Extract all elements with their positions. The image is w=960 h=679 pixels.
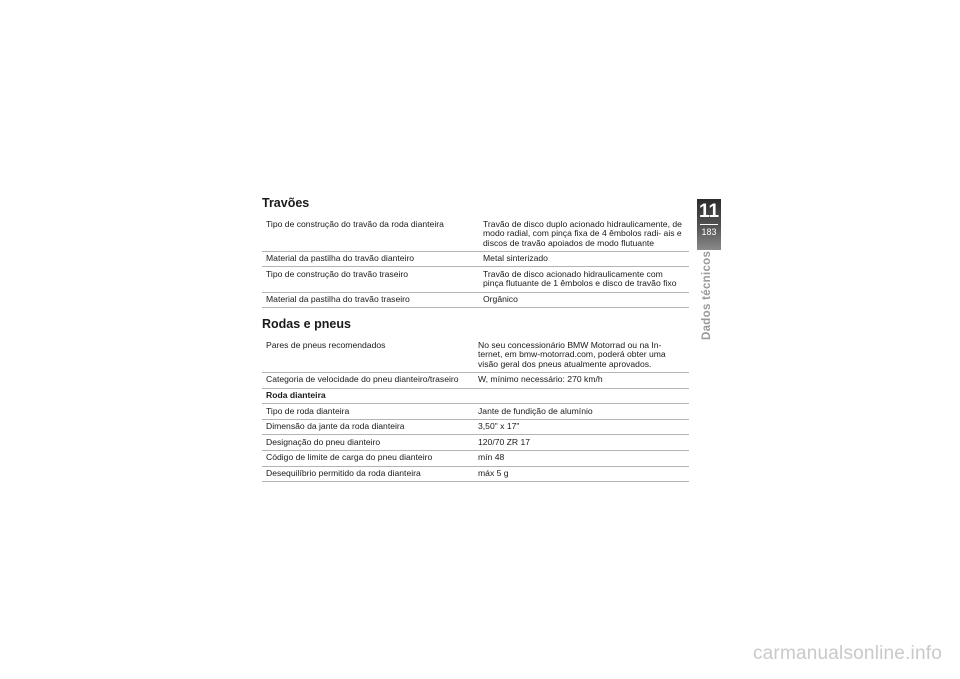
spec-value: 3,50" x 17"	[475, 419, 689, 435]
spec-value: mín 48	[475, 450, 689, 466]
spec-value: Orgânico	[475, 292, 689, 308]
spec-value: W, mínimo necessário: 270 km/h	[475, 372, 689, 388]
spec-value: Jante de fundição de alumínio	[475, 404, 689, 420]
table-row	[262, 404, 689, 420]
wheels-spec-table	[262, 338, 689, 482]
subheading-front-wheel: Roda dianteira	[262, 388, 689, 404]
spec-label: Tipo de construção do travão traseiro	[262, 267, 475, 292]
spec-label: Tipo de roda dianteira	[262, 404, 475, 420]
spec-label: Dimensão da jante da roda dianteira	[262, 419, 475, 435]
page-number: 183	[701, 227, 717, 237]
table-row	[262, 419, 689, 435]
brakes-spec-table	[262, 217, 689, 308]
table-row	[262, 435, 689, 451]
watermark: carmanualsonline.info	[752, 643, 942, 664]
table-row	[262, 372, 689, 388]
spec-value: Travão de disco acionado hidraulicamente com pinça flutuante de 1 êmbolos e disco de travão fixo	[475, 267, 689, 292]
spec-value: Travão de disco duplo acionado hidraulicamente, de modo radial, com pinça fixa de 4 êmbolos radi- ais e discos de travão apoiados de modo flutuante	[475, 217, 689, 251]
section-title-brakes: Travões	[262, 196, 310, 210]
table-row	[262, 338, 689, 372]
spec-label: Pares de pneus recomendados	[262, 338, 475, 372]
page-content	[262, 196, 689, 482]
table-row	[262, 450, 689, 466]
chapter-tab-divider	[700, 224, 718, 225]
table-row	[262, 217, 689, 251]
spec-label: Desequilíbrio permitido da roda dianteira	[262, 466, 475, 482]
spec-label: Designação do pneu dianteiro	[262, 435, 475, 451]
spec-label: Código de limite de carga do pneu dianteiro	[262, 450, 475, 466]
spec-label: Material da pastilha do travão dianteiro	[262, 251, 475, 267]
spec-value: Metal sinterizado	[475, 251, 689, 267]
chapter-tab	[697, 199, 721, 250]
table-row	[262, 251, 689, 267]
table-row	[262, 267, 689, 292]
spec-label: Tipo de construção do travão da roda dianteira	[262, 217, 475, 251]
table-row	[262, 292, 689, 308]
chapter-number: 11	[698, 201, 720, 222]
spec-value: No seu concessionário BMW Motorrad ou na In- ternet, em bmw-motorrad.com, poderá obter uma visão geral dos pneus atualmente aprovados.	[475, 338, 689, 372]
chapter-side-label: Dados técnicos	[701, 250, 713, 340]
table-row	[262, 466, 689, 482]
spec-label: Material da pastilha do travão traseiro	[262, 292, 475, 308]
spec-value: máx 5 g	[475, 466, 689, 482]
table-subheading-row	[262, 388, 689, 404]
spec-label: Categoria de velocidade do pneu dianteiro/traseiro	[262, 372, 475, 388]
section-title-wheels-tyres: Rodas e pneus	[262, 317, 351, 332]
spec-value: 120/70 ZR 17	[475, 435, 689, 451]
